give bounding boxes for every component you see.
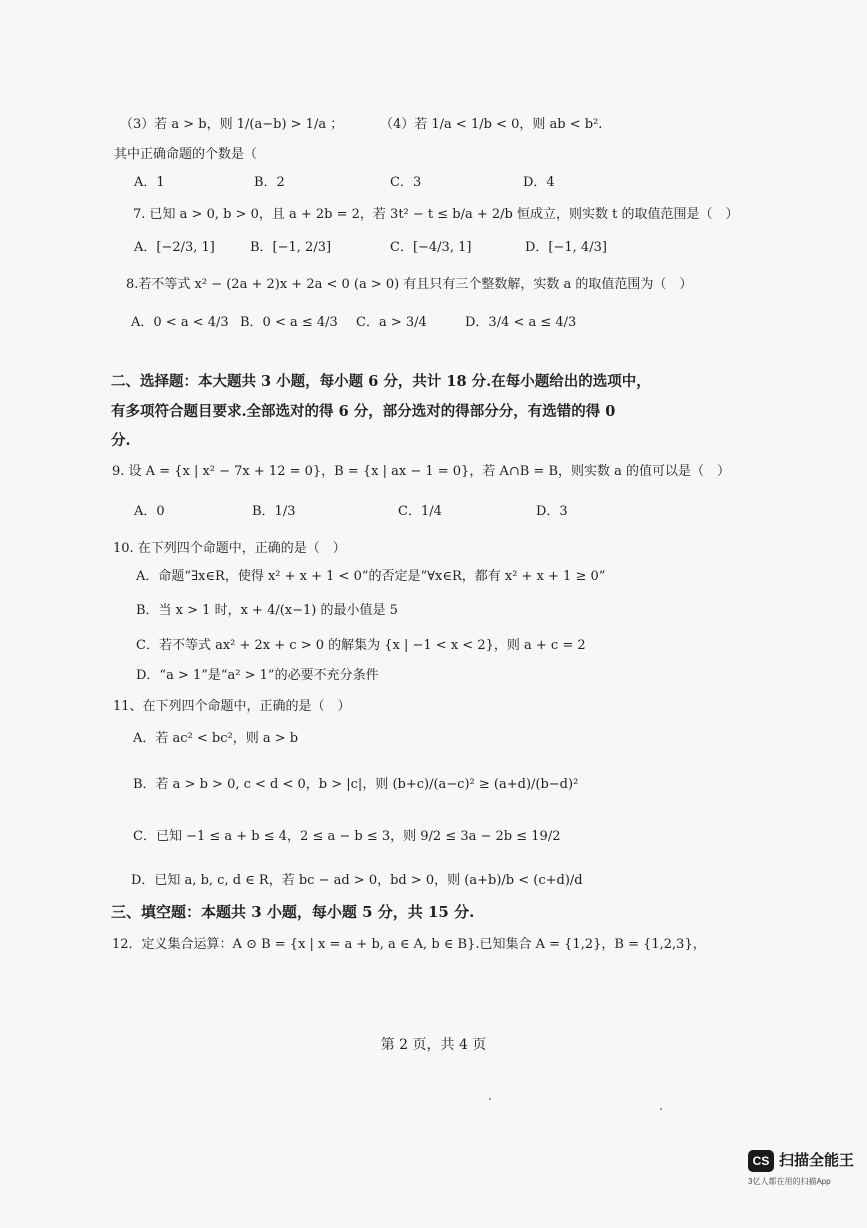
count-option-b: B．2 bbox=[254, 175, 285, 190]
section2-heading: 二、选择题：本大题共 3 小题，每小题 6 分，共计 18 分.在每小题给出的选项中， bbox=[111, 373, 651, 390]
q4-statement: （4）若 1/a < 1/b < 0，则 ab < b². bbox=[380, 117, 603, 132]
q8-option-c: C．a > 3/4 bbox=[356, 315, 427, 330]
q10-option-c: C．若不等式 ax² + 2x + c > 0 的解集为 {x | −1 < x < 2}，则 a + c = 2 bbox=[136, 638, 586, 653]
q11-option-b: B．若 a > b > 0, c < d < 0，b > |c|，则 (b+c)/(a−c)² ≥ (a+d)/(b−d)² bbox=[133, 777, 579, 792]
count-question: 其中正确命题的个数是（ bbox=[114, 147, 258, 162]
q9-option-a: A．0 bbox=[134, 504, 165, 519]
q11-option-a: A．若 ac² < bc²，则 a > b bbox=[133, 731, 299, 746]
q8-option-b: B．0 < a ≤ 4/3 bbox=[240, 315, 338, 330]
q3-statement: （3）若 a > b，则 1/(a−b) > 1/a ； bbox=[120, 117, 344, 132]
watermark-tagline: 3亿人都在用的扫描App bbox=[748, 1177, 831, 1186]
q7-option-c: C．[−4/3, 1] bbox=[390, 240, 472, 255]
q10-option-a: A．命题“∃x∈R，使得 x² + x + 1 < 0”的否定是“∀x∈R，都有 x² + x + 1 ≥ 0” bbox=[136, 569, 606, 584]
count-option-c: C．3 bbox=[390, 175, 422, 190]
camscanner-logo: CS bbox=[748, 1150, 774, 1172]
q8-option-d: D．3/4 < a ≤ 4/3 bbox=[465, 315, 577, 330]
q9-question: 9. 设 A = {x | x² − 7x + 12 = 0}，B = {x | ax − 1 = 0}，若 A∩B = B，则实数 a 的值可以是（ ） bbox=[112, 464, 731, 479]
q10-question: 10. 在下列四个命题中，正确的是（ ） bbox=[113, 541, 346, 556]
q9-option-c: C．1/4 bbox=[398, 504, 442, 519]
q7-question: 7. 已知 a > 0, b > 0，且 a + 2b = 2，若 3t² − t ≤ b/a + 2/b 恒成立，则实数 t 的取值范围是（ ） bbox=[133, 207, 739, 222]
q7-option-a: A．[−2/3, 1] bbox=[134, 240, 215, 255]
count-option-a: A．1 bbox=[134, 175, 165, 190]
scan-speck bbox=[660, 1108, 662, 1110]
q11-question: 11、在下列四个命题中，正确的是（ ） bbox=[113, 699, 351, 714]
section2-instructions-end: 分. bbox=[111, 432, 131, 449]
q8-question: 8.若不等式 x² − (2a + 2)x + 2a < 0 (a > 0) 有且只有三个整数解，实数 a 的取值范围为（ ） bbox=[126, 277, 693, 292]
scan-speck bbox=[489, 1098, 491, 1100]
q9-option-d: D．3 bbox=[536, 504, 568, 519]
page-footer: 第 2 页，共 4 页 bbox=[380, 1037, 487, 1053]
q11-option-d: D．已知 a, b, c, d ∈ R，若 bc − ad > 0，bd > 0，则 (a+b)/b < (c+d)/d bbox=[131, 873, 583, 888]
q12-question: 12．定义集合运算：A ⊙ B = {x | x = a + b, a ∈ A, b ∈ B}.已知集合 A = {1,2}，B = {1,2,3}， bbox=[112, 937, 706, 952]
q7-option-d: D．[−1, 4/3] bbox=[525, 240, 607, 255]
q10-option-d: D．“a > 1”是“a² > 1”的必要不充分条件 bbox=[136, 668, 379, 683]
q8-option-a: A．0 < a < 4/3 bbox=[131, 315, 229, 330]
q11-option-c: C．已知 −1 ≤ a + b ≤ 4，2 ≤ a − b ≤ 3，则 9/2 ≤ 3a − 2b ≤ 19/2 bbox=[133, 829, 561, 844]
q9-option-b: B．1/3 bbox=[252, 504, 296, 519]
watermark-app-name: 扫描全能王 bbox=[779, 1152, 855, 1169]
q10-option-b: B．当 x > 1 时，x + 4/(x−1) 的最小值是 5 bbox=[136, 603, 398, 618]
section2-instructions: 有多项符合题目要求.全部选对的得 6 分，部分选对的得部分分，有选错的得 0 bbox=[111, 403, 616, 420]
q7-option-b: B．[−1, 2/3] bbox=[250, 240, 332, 255]
count-option-d: D．4 bbox=[523, 175, 555, 190]
section3-heading: 三、填空题：本题共 3 小题，每小题 5 分，共 15 分. bbox=[111, 903, 475, 921]
